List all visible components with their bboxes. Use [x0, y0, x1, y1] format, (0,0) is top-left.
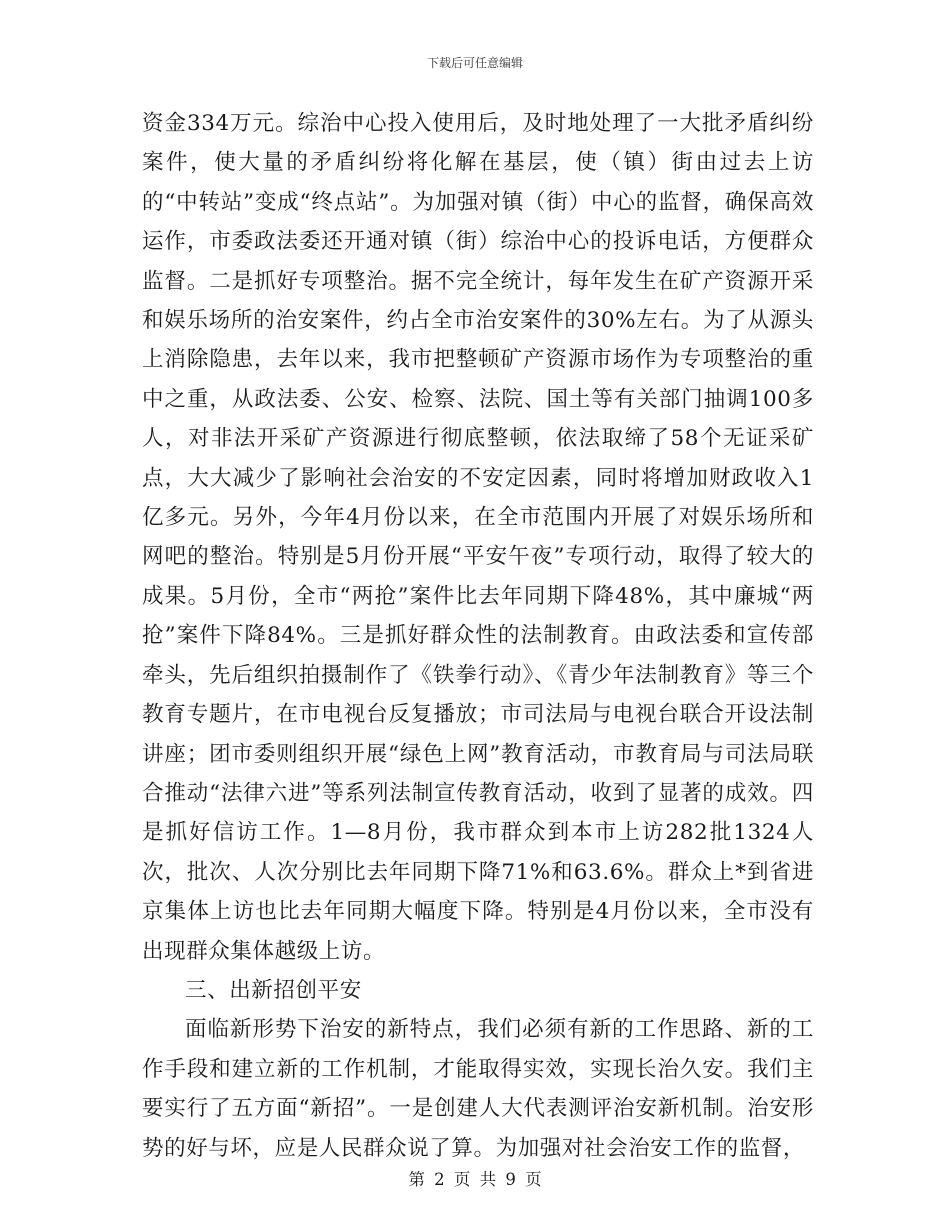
page-header-note: 下载后可任意编辑 — [426, 56, 523, 70]
section-heading: 三、出新招创平安 — [185, 977, 362, 1003]
body-paragraph: 面临新形势下治安的新特点，我们必须有新的工作思路、新的工作手段和建立新的工作机制，才能取得实效，实现长治久安。我们主要实行了五方面“新招”。一是创建人大代表测评治安新机制。治安形势的好与坏，应是人民群众说了算。为加强对社会治安工作的监督， — [142, 1017, 814, 1161]
page-number: 第 2 页 共 9 页 — [408, 1170, 542, 1189]
document-body — [142, 104, 814, 1168]
body-paragraph: 资金334万元。综治中心投入使用后，及时地处理了一大批矛盾纠纷案件，使大量的矛盾纠纷将化解在基层，使（镇）街由过去上访的“中转站”变成“终点站”。为加强对镇（街）中心的监督，确保高效运作，市委政法委还开通对镇（街）综治中心的投诉电话，方便群众监督。二是抓好专项整治。据不完全统计，每年发生在矿产资源开采和娱乐场所的治安案件，约占全市治安案件的30%左右。为了从源头上消除隐患，去年以来，我市把整顿矿产资源市场作为专项整治的重中之重，从政法委、公安、检察、法院、国土等有关部门抽调100多人，对非法开采矿产资源进行彻底整顿，依法取缔了58个无证采矿点，大大减少了影响社会治安的不安定因素，同时将增加财政收入1亿多元。另外，今年4月份以来，在全市范围内开展了对娱乐场所和网吧的整治。特别是5月份开展“平安午夜”专项行动，取得了较大的成果。5月份，全市“两抢”案件比去年同期下降48%，其中廉城“两抢”案件下降84%。三是抓好群众性的法制教育。由政法委和宣传部牵头，先后组织拍摄制作了《铁拳行动》、《青少年法制教育》等三个教育专题片，在市电视台反复播放；市司法局与电视台联合开设法制讲座；团市委则组织开展“绿色上网”教育活动，市教育局与司法局联合推动“法律六进”等系列法制宣传教育活动，收到了显著的成效。四是抓好信访工作。1—8月份，我市群众到本市上访282批1324人次，批次、人次分别比去年同期下降71%和63.6%。群众上*到省进京集体上访也比去年同期大幅度下降。特别是4月份以来，全市没有出现群众集体越级上访。 — [142, 111, 814, 964]
